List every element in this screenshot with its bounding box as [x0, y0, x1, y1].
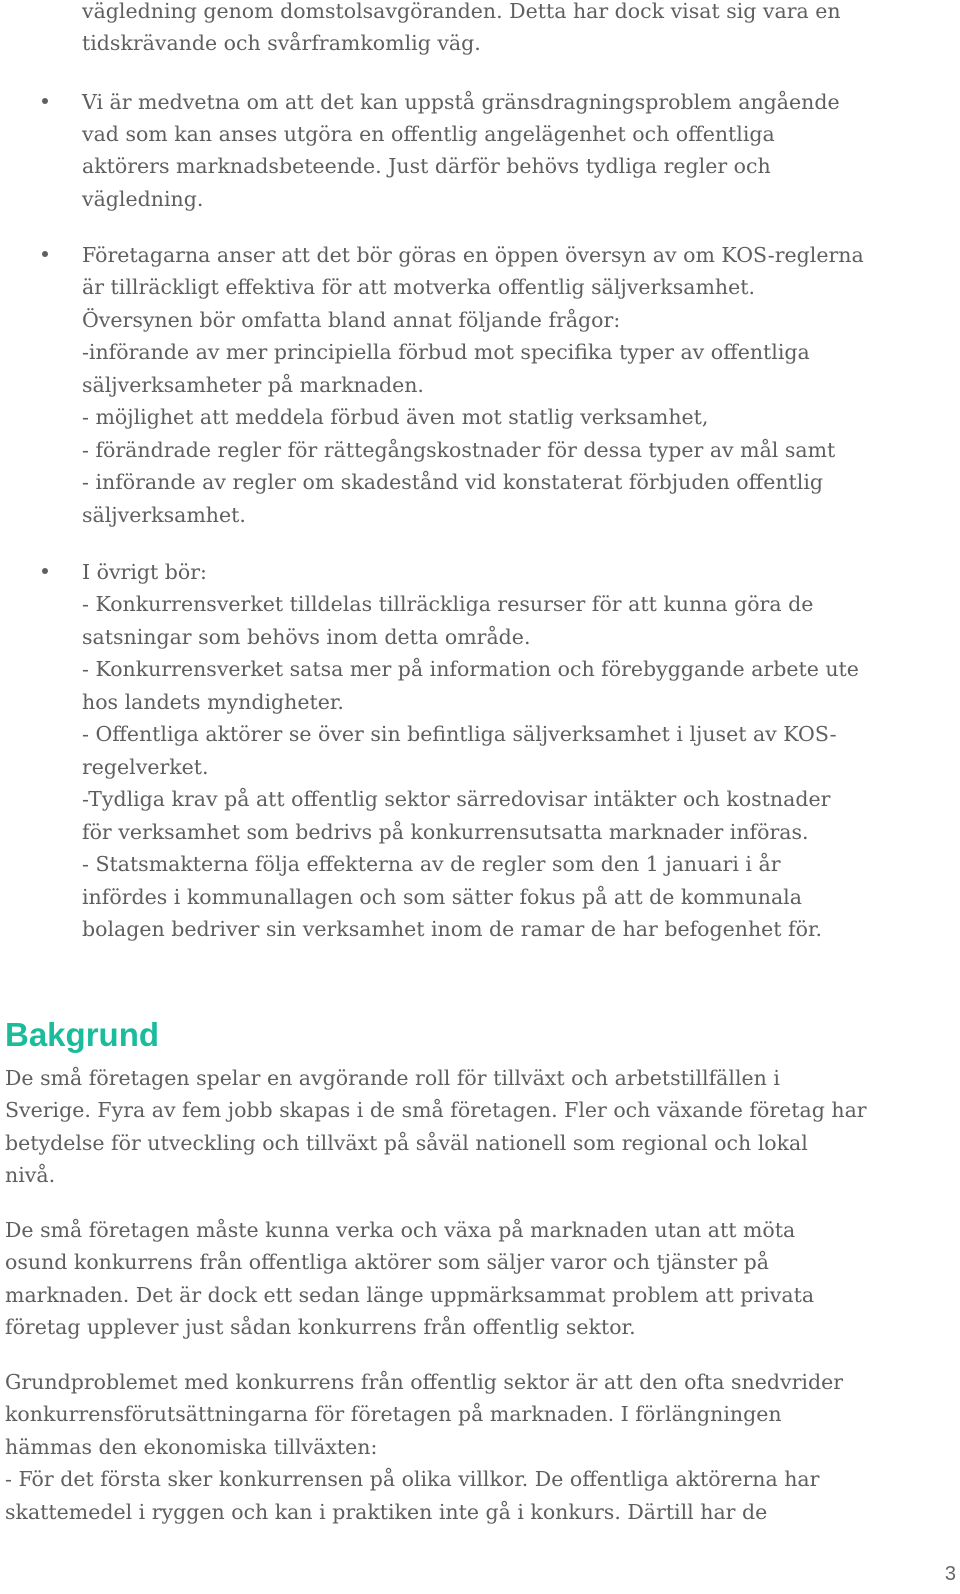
- text-line: hos landets myndigheter.: [82, 690, 344, 714]
- text-line: Vi är medvetna om att det kan uppstå gränsdragningsproblem angående: [82, 90, 840, 114]
- text-line: De små företagen spelar en avgörande roll för tillväxt och arbetstillfällen i: [5, 1066, 780, 1090]
- text-line: - Konkurrensverket tilldelas tillräckliga resurser för att kunna göra de: [82, 592, 814, 616]
- text-line: är tillräckligt effektiva för att motverka offentlig säljverksamhet.: [82, 275, 755, 299]
- text-line: - förändrade regler för rättegångskostnader för dessa typer av mål samt: [82, 438, 836, 462]
- text-line: - Statsmakterna följa effekterna av de regler som den 1 januari i år: [82, 852, 781, 876]
- text-line: konkurrensförutsättningarna för företagen på marknaden. I förlängningen: [5, 1402, 782, 1426]
- text-line: -Tydliga krav på att offentlig sektor särredovisar intäkter och kostnader: [82, 787, 831, 811]
- bullet-icon: [42, 251, 48, 257]
- text-line: regelverket.: [82, 755, 209, 779]
- text-line: osund konkurrens från offentliga aktörer som säljer varor och tjänster på: [5, 1250, 770, 1274]
- text-line: satsningar som behövs inom detta område.: [82, 625, 531, 649]
- text-line: Översynen bör omfatta bland annat följande frågor:: [82, 308, 621, 332]
- text-line: - införande av regler om skadestånd vid konstaterat förbjuden offentlig: [82, 470, 824, 494]
- text-line: för verksamhet som bedrivs på konkurrensutsatta marknader införas.: [82, 820, 809, 844]
- text-line: vägledning genom domstolsavgöranden. Detta har dock visat sig vara en: [82, 0, 841, 23]
- text-line: bolagen bedriver sin verksamhet inom de ramar de har befogenhet för.: [82, 917, 823, 941]
- text-line: Sverige. Fyra av fem jobb skapas i de små företagen. Fler och växande företag har: [5, 1098, 867, 1122]
- text-line: vägledning.: [82, 187, 204, 211]
- page-number: 3: [944, 1563, 956, 1585]
- text-line: - För det första sker konkurrensen på olika villkor. De offentliga aktörerna har: [5, 1467, 820, 1491]
- text-line: - Konkurrensverket satsa mer på information och förebyggande arbete ute: [82, 657, 859, 681]
- section-heading: Bakgrund: [5, 1016, 160, 1053]
- text-line: Företagarna anser att det bör göras en öppen översyn av om KOS-reglerna: [82, 243, 864, 267]
- text-line: infördes i kommunallagen och som sätter fokus på att de kommunala: [82, 885, 802, 909]
- bullet-icon: [42, 568, 48, 574]
- text-line: I övrigt bör:: [82, 560, 207, 584]
- text-line: tidskrävande och svårframkomlig väg.: [82, 31, 481, 55]
- text-line: företag upplever just sådan konkurrens från offentlig sektor.: [5, 1315, 636, 1339]
- text-line: - Offentliga aktörer se över sin befintliga säljverksamhet i ljuset av KOS-: [82, 722, 837, 746]
- text-line: nivå.: [5, 1163, 56, 1187]
- text-line: -införande av mer principiella förbud mot specifika typer av offentliga: [82, 340, 810, 364]
- text-line: betydelse för utveckling och tillväxt på såväl nationell som regional och lokal: [5, 1131, 808, 1155]
- text-line: säljverksamheter på marknaden.: [82, 373, 424, 397]
- text-line: - möjlighet att meddela förbud även mot statlig verksamhet,: [82, 405, 709, 429]
- text-line: säljverksamhet.: [82, 503, 246, 527]
- text-line: skattemedel i ryggen och kan i praktiken inte gå i konkurs. Därtill har de: [5, 1500, 768, 1524]
- text-line: aktörers marknadsbeteende. Just därför behövs tydliga regler och: [82, 154, 771, 178]
- text-line: De små företagen måste kunna verka och växa på marknaden utan att möta: [5, 1218, 796, 1242]
- text-line: marknaden. Det är dock ett sedan länge uppmärksammat problem att privata: [5, 1283, 815, 1307]
- bullet-icon: [42, 98, 48, 104]
- text-line: vad som kan anses utgöra en offentlig angelägenhet och offentliga: [82, 122, 775, 146]
- text-line: Grundproblemet med konkurrens från offentlig sektor är att den ofta snedvrider: [5, 1370, 844, 1394]
- text-line: hämmas den ekonomiska tillväxten:: [5, 1435, 378, 1459]
